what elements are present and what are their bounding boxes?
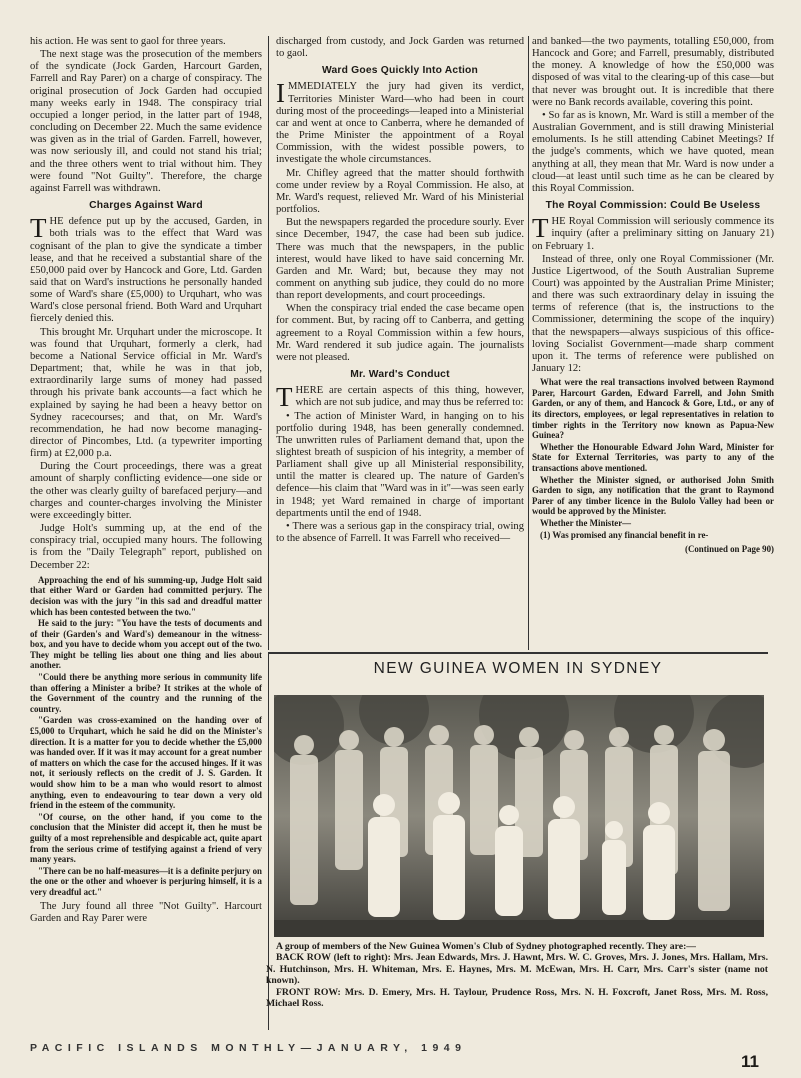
paragraph: Instead of three, only one Royal Commissioner (Mr. Justice Ligertwood, of the South Australian Supreme Court) was appointed by the Australian Prime Minister; and there was such extraordinary delay in issuing the terms of reference (that is, the instructions to the Commissioner, determining the scope of the inquiry) that the newspapers—always suspicious of this office-loving Socialist Government—made sharp comment upon it. The terms of reference were published on January 12:	[532, 253, 774, 375]
section-heading: Ward Goes Quickly Into Action	[321, 65, 479, 77]
column-rule	[528, 36, 529, 650]
paragraph: The next stage was the prosecution of the members of the syndicate (Jock Garden, Harcourt Garden, Farrell and Ray Parer) on a charge of conspiracy. The original prosecution of Jock Garden had occupied many weeks early in 1948. The conspiracy trial occupied a longer period, in the latter part of 1948, concluding on December 22. Much the same evidence was given as in the trial of Garden. Farrell, however, was now seriously ill, and could not stand his trial; and the three others went to trial without him. They were found "Not Guilty". Therefore, the charge against Farrell was withdrawn.	[30, 49, 262, 194]
paragraph: THE Royal Commission will seriously commence its inquiry (after a preliminary sitting on January 21) on February 1.	[532, 213, 774, 252]
drop-cap: I	[276, 78, 285, 109]
paragraph: The Jury found all three "Not Guilty". Harcourt Garden and Ray Parer were	[30, 900, 262, 924]
drop-cap: T	[532, 213, 549, 244]
quote-paragraph: Whether the Minister signed, or authorised John Smith Garden to sign, any notification that the grant to Raymond Parer of any timber licence in the Bulolo Valley had been or would be approved by the Minister.	[532, 474, 774, 517]
terms-of-reference	[532, 377, 774, 555]
paragraph: This brought Mr. Urquhart under the microscope. It was found that Urquhart, formerly a clerk, had become a National Service official in Mr. Ward's Department; that, while he was in that job, extraordinarily large sums of money had passed through his private bank accounts—a fact which he explained by saying he had been a heavy bettor on Sydney racecourses; and that, on Mr. Ward's recommendation, he had now become managing-director of Pincombes, Ltd. (a typewriter importing firm) at £2,000 p.a.	[30, 326, 262, 460]
paragraph: Judge Holt's summing up, at the end of the conspiracy trial, occupied many hours. The following is from the "Daily Telegraph" report, published on December 22:	[30, 523, 262, 571]
quote-paragraph: "Garden was cross-examined on the handing over of £5,000 to Urquhart, which he said he did on the Minister's direction. It is a matter for you to decide whether the £5,000 was handed over. If it was it may account for a great number of matters on which the case for the accused hinges. If it was not, it seriously reflects on the credit of J. S. Garden. It would show him to be a man who would resort to almost anything, even to endeavouring to tear down a very old friend in the esteem of the community.	[30, 715, 262, 811]
section-heading: Mr. Ward's Conduct	[350, 369, 450, 381]
quote-paragraph: "Could there be anything more serious in community life than offering a Minister a bribe? It strikes at the whole of the Government of the country and the running of the country.	[30, 672, 262, 714]
quote-paragraph: "There can be no half-measures—it is a definite perjury on the one or the other and whoever is perjuring himself, it is a very dreadful act."	[30, 865, 262, 897]
paragraph: But the newspapers regarded the procedure sourly. Ever since December, 1947, the case had been sub judice. There was much that the newspapers, in the public interest, would have liked to have said concerning Mr. Garden and Mr. Ward; but, because they may not comment on anything sub judice, they could do no more than report developments, and court proceedings.	[276, 217, 524, 302]
drop-cap: T	[30, 213, 47, 244]
paragraph: THERE are certain aspects of this thing, however, which are not sub judice, and may thus be referred to:	[276, 382, 524, 413]
column-2	[276, 36, 524, 546]
caption-back-row: BACK ROW (left to right): Mrs. Jean Edwards, Mrs. J. Hawnt, Mrs. W. C. Groves, Mrs. J. Jones, Mrs. Hallam, Mrs. N. Hutchinson, Mrs. H. Whiteman, Mrs. E. Haynes, Mrs. M. McEwan, Mrs. H. Carr, Mrs. Carr's sister (name not known).	[266, 952, 768, 987]
section-heading: Charges Against Ward	[89, 200, 203, 212]
caption-intro: A group of members of the New Guinea Women's Club of Sydney photographed recently. They are:—	[276, 941, 696, 952]
column-rule	[268, 36, 269, 650]
paragraph: and banked—the two payments, totalling £50,000, from Hancock and Gore; and Farrell, presumably, distributed the money. A knowledge of how the £50,000 was disposed of was vital to the clearing-up of this case—but that never was brought out. It is incredible that there were no Bank records available, covering this point.	[532, 36, 774, 108]
section-heading: The Royal Commission: Could Be Useless	[545, 200, 761, 212]
column-1	[30, 36, 262, 926]
paragraph: • The action of Minister Ward, in hanging on to his portfolio during 1948, has been generally condemned. The unwritten rules of Parliament demand that, upon the slightest breath of suspicion of his integrity, a member of Parliament shall give up all Ministerial responsibility, until the matter is cleared up. The nature of Garden's defence—his claim that "Ward was in it"—was seen early in 1948; yet Ward remained in charge of important departments until the end of 1948.	[276, 410, 524, 519]
paragraph: • So far as is known, Mr. Ward is still a member of the Australian Government, and is still drawing Ministerial emoluments. Is he still attending Cabinet Meetings? If the judge's comments, which we have quoted, mean anything at all, they mean that Mr. Ward is now under a cloud—at least until such time as he can be cleared by this Royal Commission.	[532, 109, 774, 194]
caption-front-row: FRONT ROW: Mrs. D. Emery, Mrs. H. Taylour, Prudence Ross, Mrs. N. H. Foxcroft, Janet Ross, Mrs. M. Ross, Michael Ross.	[266, 986, 768, 1010]
court-quote	[30, 575, 262, 898]
paragraph: Mr. Chifley agreed that the matter should forthwith come under review by a Royal Commission. He also, at Mr. Ward's request, relieved Mr. Ward of his Ministerial portfolios.	[276, 167, 524, 216]
photo-title: NEW GUINEA WOMEN IN SYDNEY	[373, 660, 663, 677]
quote-paragraph: Whether the Minister—	[540, 517, 632, 528]
page-number: 11	[741, 1052, 759, 1071]
quote-paragraph: (1) Was promised any financial benefit in re-	[540, 529, 709, 540]
drop-cap: T	[276, 382, 293, 413]
column-3	[532, 36, 774, 556]
quote-paragraph: Whether the Honourable Edward John Ward, Minister for State for External Territories, was party to any of the transactions above mentioned.	[532, 441, 774, 473]
photo-caption	[266, 941, 768, 1009]
continued-note: (Continued on Page 90)	[684, 544, 774, 555]
quote-paragraph: What were the real transactions involved between Raymond Parer, Harcourt Garden, Edward Farrell, and John Smith Garden, or any of them, and Hancock & Gore, Ltd., or any of its directors, employees, or legal representatives in relation to timber rights in the Territory now known as Papua-New Guinea?	[532, 377, 774, 441]
group-photo	[274, 695, 764, 937]
quote-paragraph: "Of course, on the other hand, if you come to the conclusion that the Minister did accept it, then he must be guilty of a most reprehensible and despicable act, quite apart from the serious crime of testifying against a friend of very many years.	[30, 811, 262, 865]
paragraph: • There was a serious gap in the conspiracy trial, owing to the absence of Farrell. It was Farrell who received—	[276, 520, 524, 545]
paragraph: During the Court proceedings, there was a great amount of sharply conflicting evidence—one side or the other was clearly guilty of barefaced perjury—and charges and counter-charges involving the Minister were exceedingly bitter.	[30, 461, 262, 521]
paragraph: THE defence put up by the accused, Garden, in both trials was to the effect that Ward was cognisant of the plan to give the syndicate a timber lease, and that he received a substantial share of the £50,000 paid over by Hancock and Gore, Ltd. Garden said that on Ward's instructions he personally handed some of Ward's share (£5,000) to Urquhart, who was Ward's close personal friend. Both Ward and Urquhart fiercely denied this.	[30, 213, 262, 325]
paragraph: IMMEDIATELY the jury had given its verdict, Territories Minister Ward—who had been in court during most of the proceedings—leaped into a Ministerial car and went at once to Canberra, where he demanded of the Prime Minister the appointment of a Royal Commission, with the widest possible powers, to investigate the whole circumstances.	[276, 78, 524, 166]
quote-paragraph: Approaching the end of his summing-up, Judge Holt said that either Ward or Garden had committed perjury. The decision was with the jury "in this sad and dreadful matter which has been contested between the two."	[30, 574, 262, 617]
section-rule	[268, 652, 768, 654]
quote-paragraph: He said to the jury: "You have the tests of documents and of their (Garden's and Ward's) demeanour in the witness-box, and you have to decide whom you accept out of the two. They might be telling lies about one thing and lies about another.	[30, 618, 262, 671]
paragraph: his action. He was sent to gaol for three years.	[30, 36, 226, 47]
running-footer: PACIFIC ISLANDS MONTHLY—JANUARY, 1949	[30, 1042, 467, 1054]
paragraph: discharged from custody, and Jock Garden was returned to gaol.	[276, 36, 524, 60]
paragraph: When the conspiracy trial ended the case became open for comment. But, by racing off to Canberra, and getting agreement to a Royal Commission within a few hours, Mr. Ward rendered it sub judice again. The journalists were not pleased.	[276, 303, 524, 363]
group-photo-illustration	[274, 695, 764, 937]
